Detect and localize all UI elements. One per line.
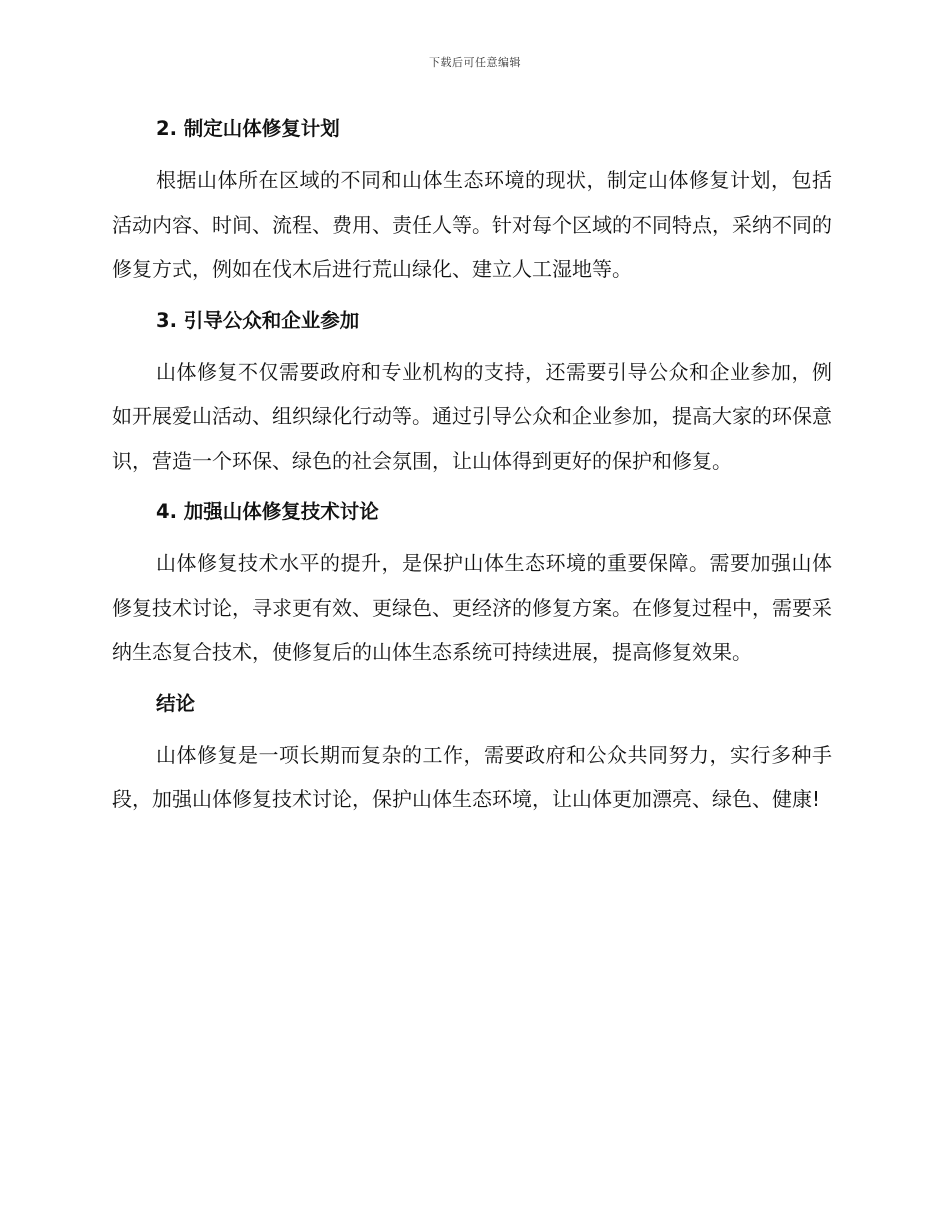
section-heading-technology: 4. 加强山体修复技术讨论 <box>156 500 379 523</box>
section-paragraph-plan: 根据山体所在区域的不同和山体生态环境的现状，制定山体修复计划，包括活动内容、时间、流程、费用、责任人等。针对每个区域的不同特点，采纳不同的修复方式，例如在伐木后进行荒山绿化、建立人工湿地等。 <box>112 168 832 281</box>
document-body <box>112 114 832 822</box>
section-heading-participation: 3. 引导公众和企业参加 <box>156 308 360 332</box>
section-paragraph-technology: 山体修复技术水平的提升，是保护山体生态环境的重要保障。需要加强山体修复技术讨论，寻求更有效、更绿色、更经济的修复方案。在修复过程中，需要采纳生态复合技术，使修复后的山体生态系统可持续进展，提高修复效果。 <box>112 551 832 664</box>
section-heading-plan: 2. 制定山体修复计划 <box>156 117 340 140</box>
section-paragraph-conclusion: 山体修复是一项长期而复杂的工作，需要政府和公众共同努力，实行多种手段，加强山体修复技术讨论，保护山体生态环境，让山体更加漂亮、绿色、健康! <box>112 742 832 811</box>
section-paragraph-participation: 山体修复不仅需要政府和专业机构的支持，还需要引导公众和企业参加，例如开展爱山活动、组织绿化行动等。通过引导公众和企业参加，提高大家的环保意识，营造一个环保、绿色的社会氛围，让山体得到更好的保护和修复。 <box>112 359 832 473</box>
page-header-note: 下载后可任意编辑 <box>429 56 521 69</box>
section-heading-conclusion: 结论 <box>156 691 196 715</box>
